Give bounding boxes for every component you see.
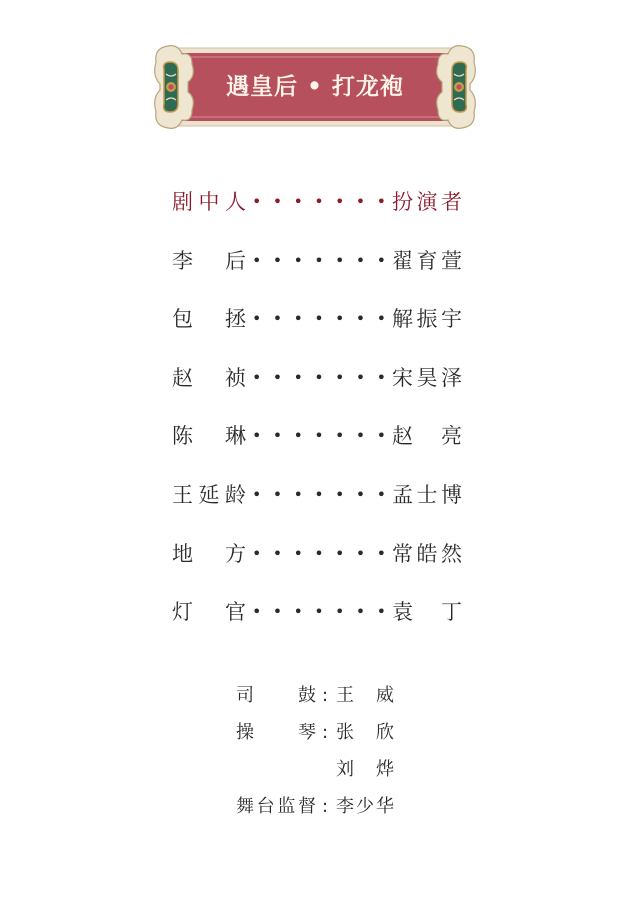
cast-dots: • • • • • • • [252,543,386,563]
credit-role: 操 琴 [236,722,316,743]
cast-dots: • • • • • • • [252,367,386,387]
credit-row-stage-manager [236,793,436,830]
cast-actor: 袁 丁 [392,600,462,625]
credit-colon: : [321,685,329,706]
cast-row [172,534,472,593]
cast-dots: • • • • • • • [252,484,386,504]
credit-role: 司 鼓 [236,685,316,706]
cast-dots: • • • • • • • [252,602,386,622]
credit-name: 刘 烨 [336,759,394,780]
cast-dots: • • • • • • • [252,250,386,270]
cast-role: 灯 官 [172,600,246,625]
cast-role: 包 拯 [172,307,246,332]
credit-colon: : [321,722,329,743]
title-banner [152,42,478,132]
cast-row [172,241,472,300]
crew-credits [236,682,436,830]
credit-name: 张 欣 [336,722,394,743]
right-cloud-ornament-icon [437,46,476,129]
cast-actor: 孟士博 [392,482,462,507]
cast-row [172,592,472,651]
cast-dots: • • • • • • • [252,309,386,329]
credit-row-qin-2 [236,756,436,793]
cast-header-row [172,182,472,241]
credit-colon: : [321,796,329,817]
cast-actor: 常皓然 [392,541,462,566]
credit-role: 舞台监督 [236,796,316,817]
cast-list [172,182,472,651]
credit-row-drum [236,682,436,719]
cast-header-dots: • • • • • • • [252,192,386,211]
cast-dots: • • • • • • • [252,426,386,446]
cast-row [172,416,472,475]
left-cloud-ornament-icon [155,46,194,129]
cast-actor: 解振宇 [392,307,462,332]
cast-role: 陈 琳 [172,424,246,449]
cast-row [172,475,472,534]
cast-role: 李 后 [172,248,246,273]
cast-row [172,358,472,417]
cast-actor: 翟育萱 [392,248,462,273]
credit-name: 李少华 [336,796,394,817]
cast-actor: 赵 亮 [392,424,462,449]
cast-role: 赵 祯 [172,365,246,390]
credit-name: 王 威 [336,685,394,706]
banner-title: 遇皇后 • 打龙袍 [226,73,404,100]
cast-header-role: 剧中人 [172,190,246,214]
cast-row [172,299,472,358]
cast-role: 王延龄 [172,482,246,507]
cast-header-actor: 扮演者 [392,190,462,214]
cast-role: 地 方 [172,541,246,566]
cast-actor: 宋昊泽 [392,365,462,390]
credit-row-qin [236,719,436,756]
